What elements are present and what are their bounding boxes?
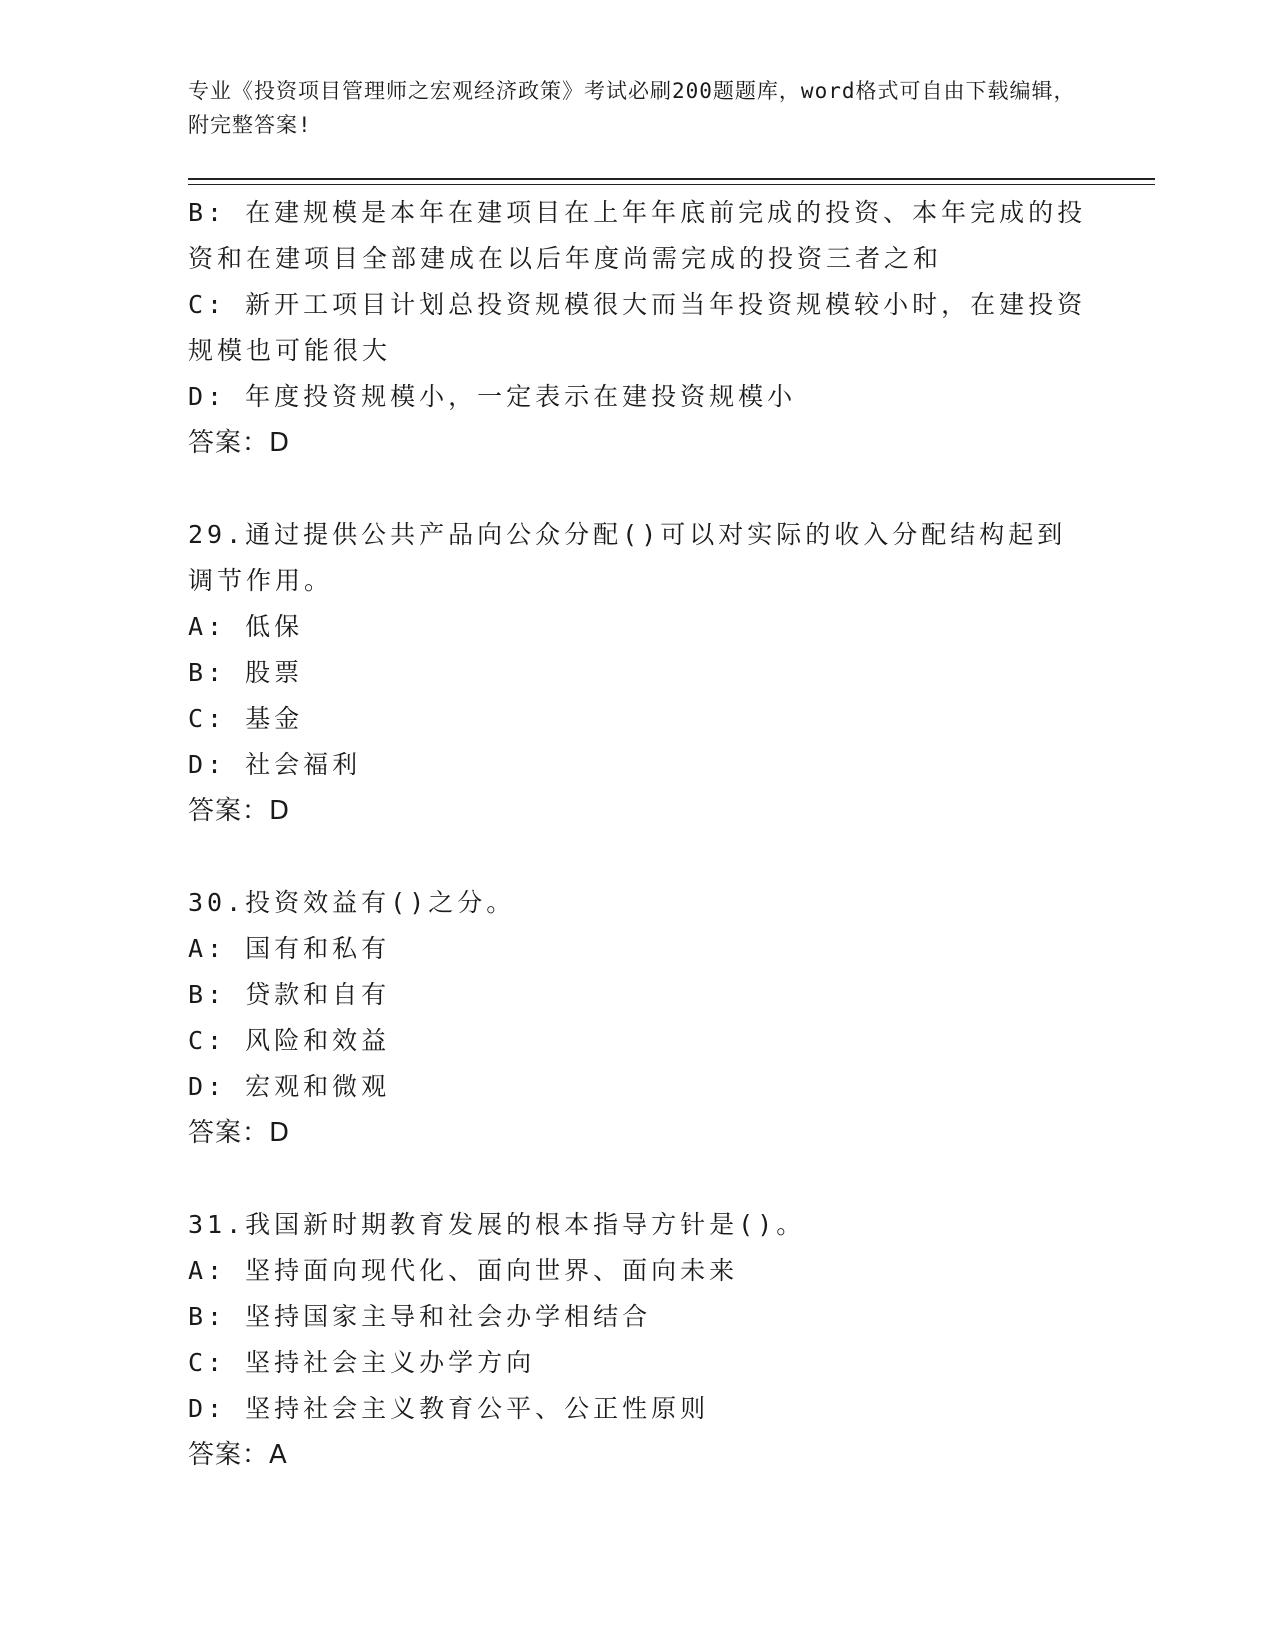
option-d: D: 社会福利: [188, 750, 362, 779]
question-block-31: [188, 1202, 1088, 1478]
option-b: B: 在建规模是本年在建项目在上年年底前完成的投资、本年完成的投资和在建项目全部建成在以后年度尚需完成的投资三者之和: [188, 198, 1087, 273]
option-b: B: 股票: [188, 658, 304, 687]
option-c: C: 坚持社会主义办学方向: [188, 1348, 536, 1377]
answer: 答案：D: [188, 796, 291, 826]
option-b: B: 坚持国家主导和社会办学相结合: [188, 1302, 652, 1331]
option-d: D: 坚持社会主义教育公平、公正性原则: [188, 1394, 710, 1423]
option-a: A: 国有和私有: [188, 934, 391, 963]
option-a: A: 低保: [188, 612, 304, 641]
option-c: C: 新开工项目计划总投资规模很大而当年投资规模较小时，在建投资规模也可能很大: [188, 290, 1087, 365]
question-block-29: [188, 512, 1088, 834]
option-b: B: 贷款和自有: [188, 980, 391, 1009]
question-block-28: [188, 190, 1088, 466]
question-block-30: [188, 880, 1088, 1156]
option-a: A: 坚持面向现代化、面向世界、面向未来: [188, 1256, 739, 1285]
header-divider-thin: [188, 184, 1155, 185]
answer: 答案：A: [188, 1440, 288, 1470]
answer: 答案：D: [188, 1118, 291, 1148]
question-stem: 31.我国新时期教育发展的根本指导方针是()。: [188, 1210, 806, 1239]
question-stem: 29.通过提供公共产品向公众分配()可以对实际的收入分配结构起到调节作用。: [188, 520, 1067, 595]
option-c: C: 基金: [188, 704, 304, 733]
answer: 答案：D: [188, 428, 291, 458]
option-c: C: 风险和效益: [188, 1026, 391, 1055]
document-body: [188, 190, 1088, 1478]
document-header: 专业《投资项目管理师之宏观经济政策》考试必刷200题题库，word格式可自由下载编辑，附完整答案!: [188, 79, 1076, 137]
header-divider-thick: [188, 178, 1155, 180]
question-stem: 30.投资效益有()之分。: [188, 888, 516, 917]
option-d: D: 年度投资规模小，一定表示在建投资规模小: [188, 382, 797, 411]
option-d: D: 宏观和微观: [188, 1072, 391, 1101]
